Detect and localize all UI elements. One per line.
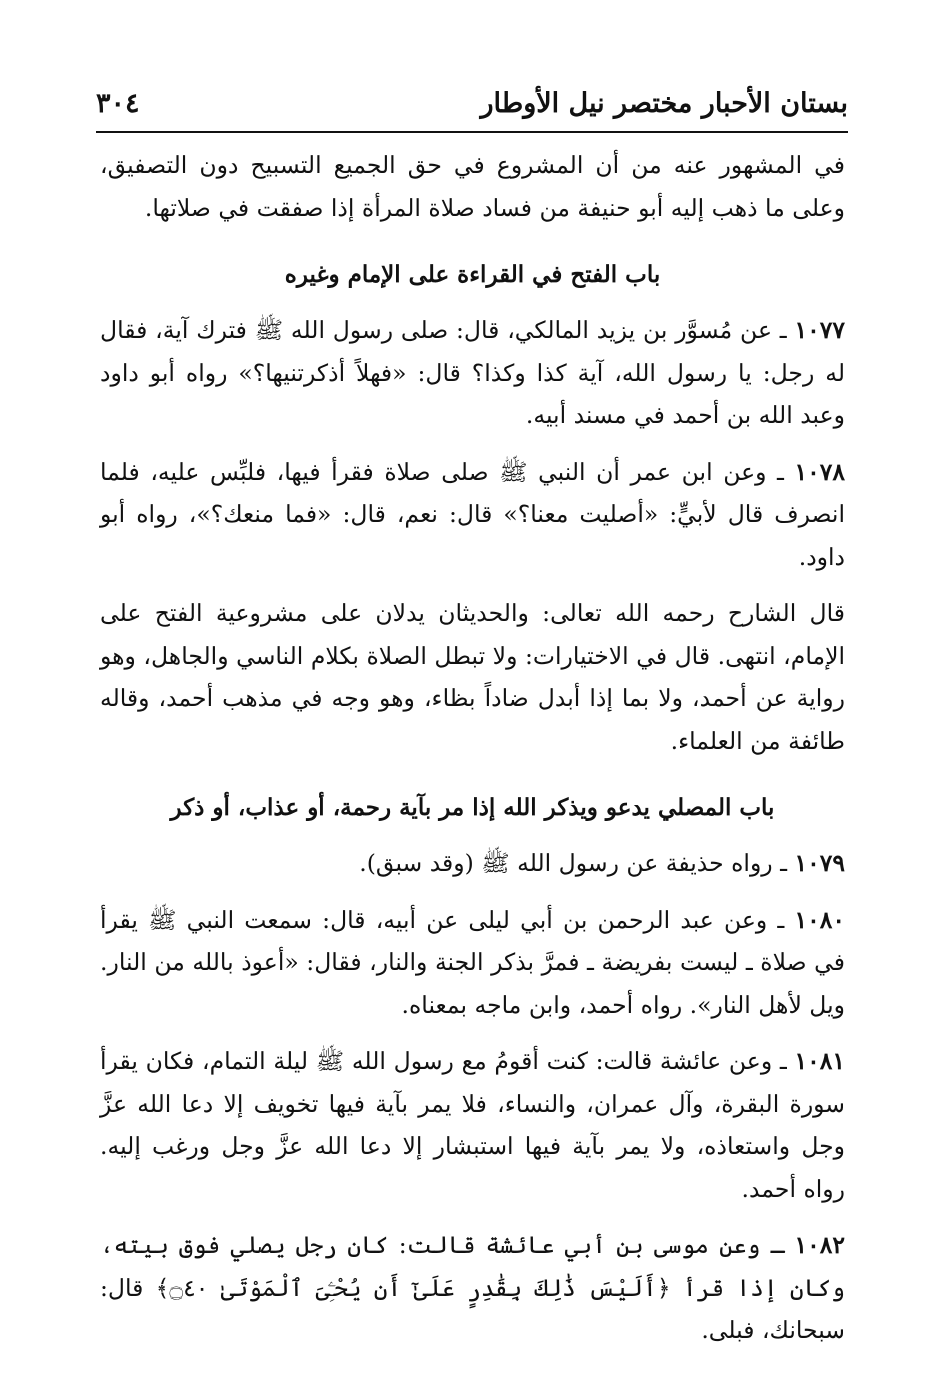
header-rule	[96, 131, 848, 133]
hadith-number: ١٠٨٢	[794, 1231, 845, 1259]
hadith-paragraph	[100, 451, 845, 579]
hadith-number: ١٠٧٧	[794, 316, 845, 344]
hadith-number: ١٠٧٨	[794, 457, 845, 486]
paragraph-text: ـ وعن عبد الرحمن بن أبي ليلى عن أبيه، قال: سمعت النبي ﷺ يقرأ في صلاة ـ ليست بفريضة ـ فمرَّ بذكر الجنة والنار، فقال: «أعوذ بالله من النار. ويل لأهل النار». رواه أحمد، وابن ماجه بمعناه.	[100, 905, 845, 1019]
paragraph-text: ـ رواه حذيفة عن رسول الله ﷺ (وقد سبق).	[359, 849, 795, 877]
hadith-paragraph	[100, 899, 845, 1027]
paragraph-text: ـ وعن ابن عمر أن النبي ﷺ صلى صلاة فقرأ فيها، فلبِّس عليه، فلما انصرف قال لأبيٍّ: «أصليت معنا؟» قال: نعم، قال: «فما منعك؟»، رواه أبو داود.	[100, 457, 845, 571]
hadith-number: ١٠٨٠	[794, 905, 845, 934]
page-number: ٣٠٤	[96, 87, 140, 119]
hadith-number: ١٠٧٩	[794, 849, 845, 877]
paragraph-text: في المشهور عنه من أن المشروع في حق الجميع التسبيح دون التصفيق، وعلى ما ذهب إليه أبو حنيفة من فساد صلاة المرأة إذا صفقت في صلاتها.	[100, 151, 845, 222]
paragraph-text: ـ وعن عائشة قالت: كنت أقومُ مع رسول الله ﷺ ليلة التمام، فكان يقرأ سورة البقرة، وآل عمران، والنساء، فلا يمر بآية فيها تخويف إلا دعا الله عزَّ وجل واستعاذه، ولا يمر بآية فيها استبشار إلا دعا الله عزَّ وجل ورغب إليه. رواه أحمد.	[100, 1047, 845, 1203]
paragraph-text: ـ عن مُسوَّر بن يزيد المالكي، قال: صلى رسول الله ﷺ فترك آية، فقال له رجل: يا رسول الله، آية كذا وكذا؟ قال: «فهلاً أذكرتنيها؟» رواه أبو داود وعبد الله بن أحمد في مسند أبيه.	[100, 316, 845, 429]
book-title: بستان الأحبار مختصر نيل الأوطار	[480, 87, 848, 119]
page-header	[96, 80, 848, 126]
hadith-paragraph	[100, 309, 845, 437]
commentary-paragraph	[100, 592, 845, 762]
hadith-number: ١٠٨١	[794, 1047, 845, 1075]
chapter-heading: باب الفتح في القراءة على الإمام وغيره	[284, 261, 661, 288]
paragraph-text: ـ وعن موسى بن أبي عائشة قالت: كان رجل يصلي فوق بيته، وكان إذا قرأ ﴿أَلَيْسَ ذَٰلِكَ بِقَٰدِرٍ عَلَىٰٓ أَن يُحْـِۧىَ ٱلْمَوْتَىٰ ۝٤٠﴾ قال: سبحانك، فبلى.	[100, 1231, 846, 1344]
hadith-paragraph	[100, 1224, 845, 1352]
page-body	[100, 144, 845, 1366]
chapter-heading: باب المصلي يدعو ويذكر الله إذا مر بآية رحمة، أو عذاب، أو ذكر	[170, 794, 775, 821]
hadith-paragraph	[100, 1040, 845, 1210]
paragraph-text: قال الشارح رحمه الله تعالى: والحديثان يدلان على مشروعية الفتح على الإمام، انتهى. قال في الاختيارات: ولا تبطل الصلاة بكلام الناسي والجاهل، وهو رواية عن أحمد، ولا بما إذا أبدل ضاداً بظاء، وهو وجه في مذهب أحمد، وقاله طائفة من العلماء.	[100, 599, 845, 755]
hadith-paragraph	[100, 842, 845, 885]
paragraph	[100, 144, 845, 229]
